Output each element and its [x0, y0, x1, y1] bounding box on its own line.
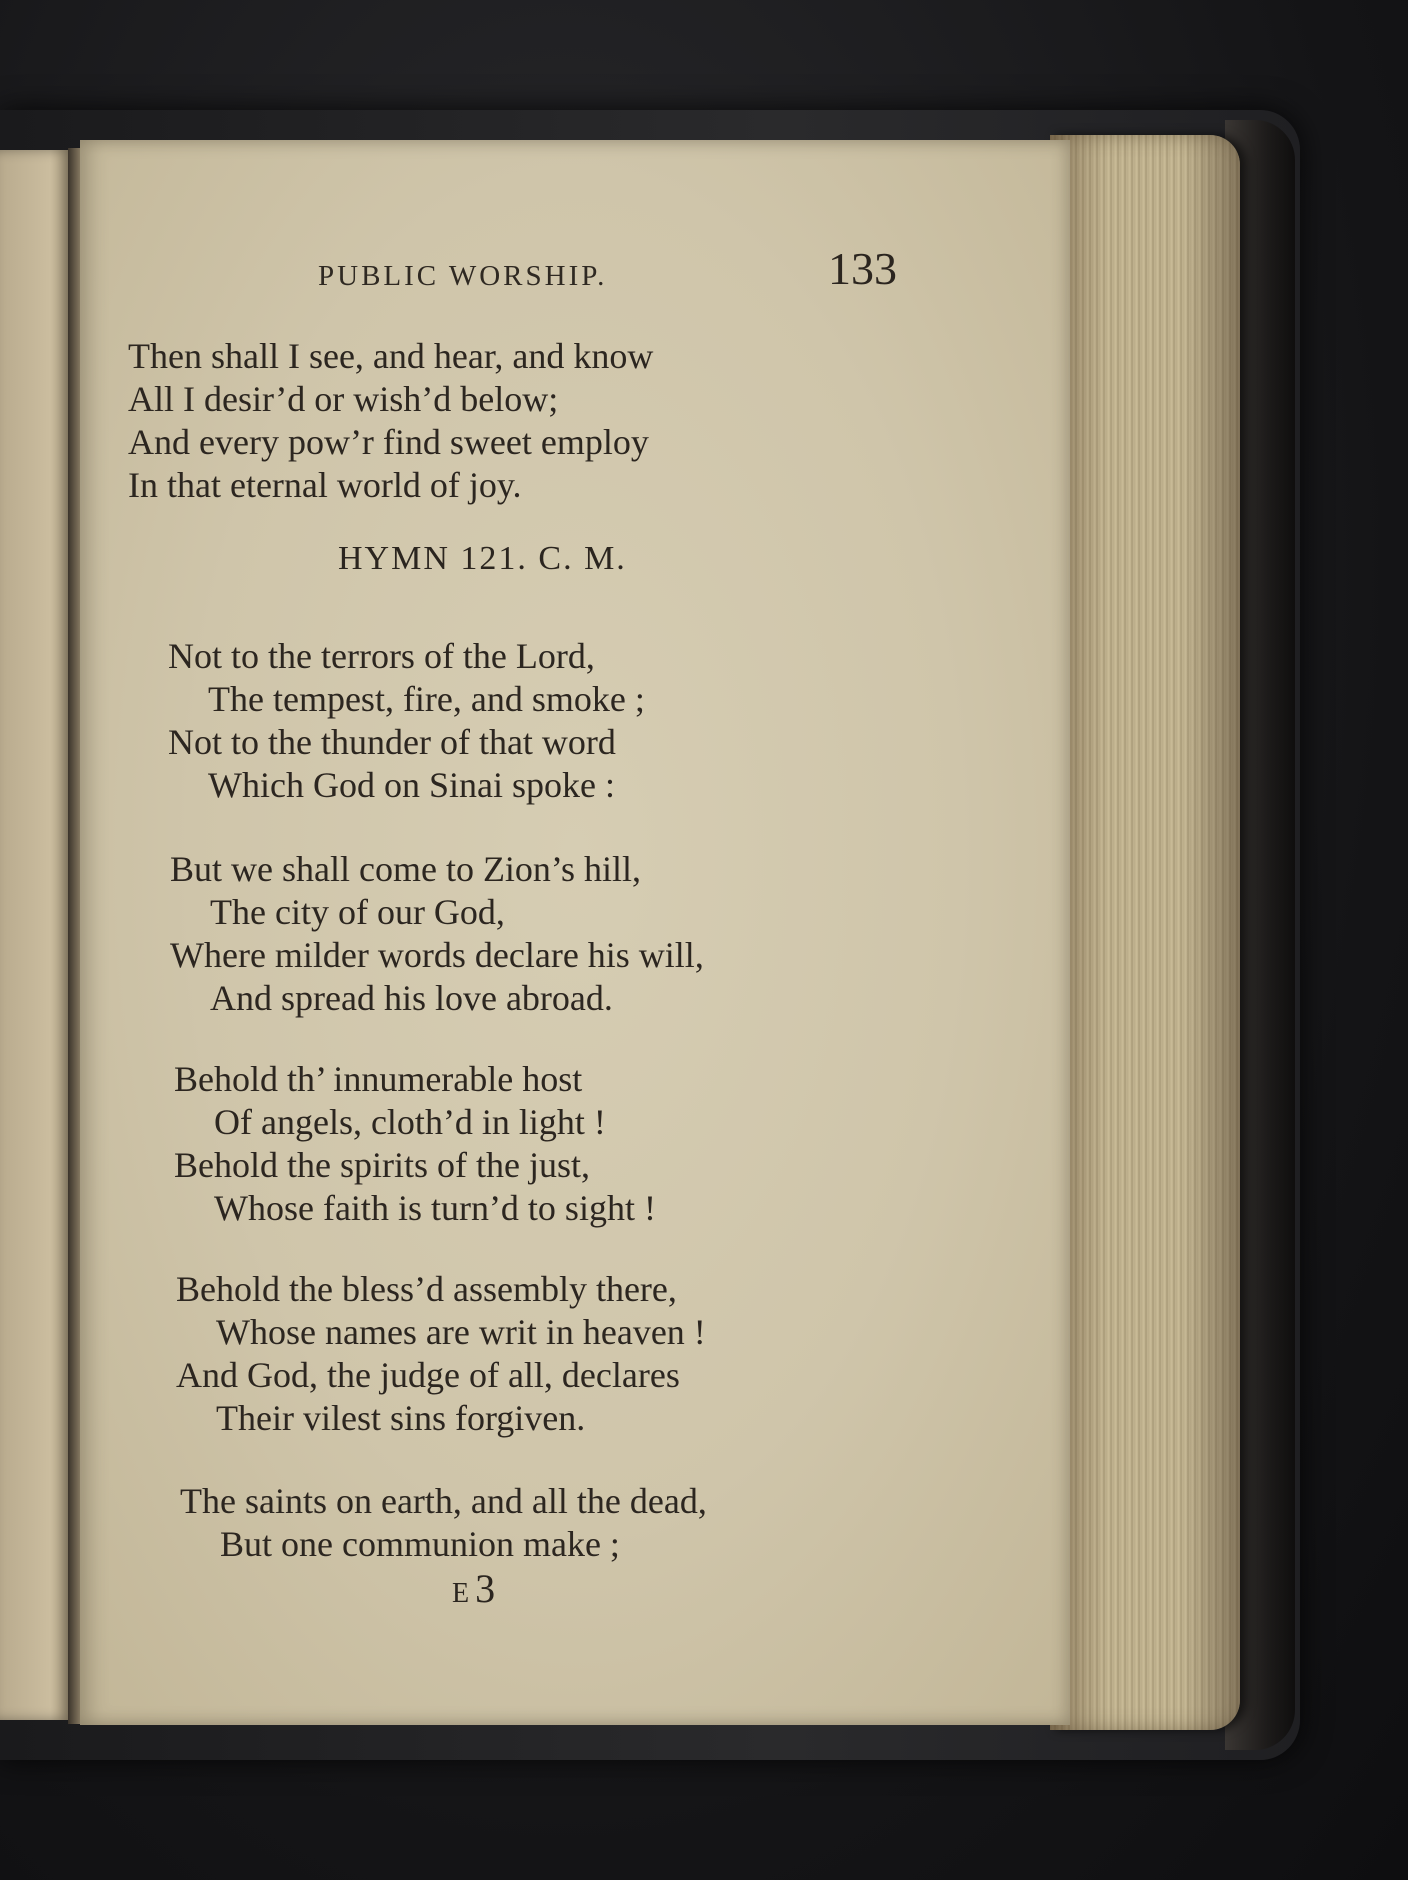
- verse-line: Of angels, cloth’d in light !: [214, 1102, 606, 1142]
- verse-line: But we shall come to Zion’s hill,: [170, 849, 641, 889]
- verse-line: Behold th’ innumerable host: [174, 1059, 583, 1099]
- verse-line: Which God on Sinai spoke :: [208, 765, 615, 805]
- verse-line: The city of our God,: [210, 892, 505, 932]
- verse-line: Then shall I see, and hear, and know: [128, 336, 654, 376]
- recto-page: [80, 140, 1070, 1725]
- verse-line: The saints on earth, and all the dead,: [180, 1481, 707, 1521]
- hymn-title: HYMN 121. C. M.: [338, 540, 627, 577]
- hymn-stanza-1: [168, 635, 1068, 807]
- verse-line: Whose faith is turn’d to sight !: [214, 1188, 656, 1228]
- opening-stanza: [128, 335, 1028, 507]
- verse-line: And spread his love abroad.: [210, 978, 613, 1018]
- verse-line: The tempest, fire, and smoke ;: [208, 679, 645, 719]
- page-number: 133: [828, 243, 897, 294]
- signature-mark: [452, 1565, 495, 1612]
- verse-line: Not to the thunder of that word: [168, 722, 616, 762]
- hymn-stanza-5: [180, 1480, 1080, 1566]
- verse-line: All I desir’d or wish’d below;: [128, 379, 559, 419]
- verse-line: And God, the judge of all, declares: [176, 1355, 680, 1395]
- signature-letter: E: [452, 1578, 470, 1609]
- verso-page-sliver: [0, 150, 72, 1720]
- verse-line: Behold the spirits of the just,: [174, 1145, 590, 1185]
- verse-line: And every pow’r find sweet employ: [128, 422, 649, 462]
- verse-line: Their vilest sins forgiven.: [216, 1398, 586, 1438]
- verse-line: Behold the bless’d assembly there,: [176, 1269, 677, 1309]
- verse-line: Where milder words declare his will,: [170, 935, 704, 975]
- signature-number: 3: [475, 1566, 496, 1611]
- hymn-stanza-4: [176, 1268, 1076, 1440]
- hymn-stanza-2: [170, 848, 1070, 1020]
- running-head: PUBLIC WORSHIP.: [318, 260, 608, 292]
- verse-line: In that eternal world of joy.: [128, 465, 522, 505]
- verse-line: Not to the terrors of the Lord,: [168, 636, 595, 676]
- verse-line: Whose names are writ in heaven !: [216, 1312, 706, 1352]
- verse-line: But one communion make ;: [220, 1524, 620, 1564]
- hymn-stanza-3: [174, 1058, 1074, 1230]
